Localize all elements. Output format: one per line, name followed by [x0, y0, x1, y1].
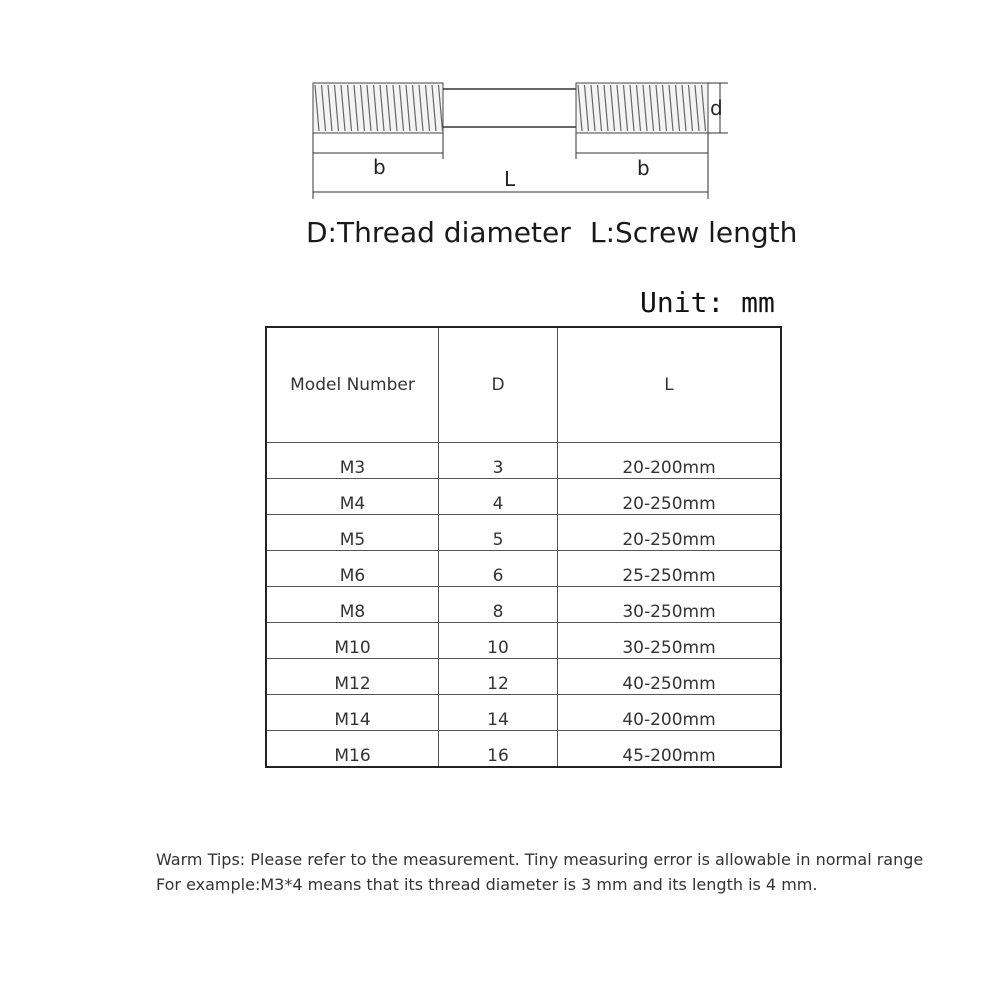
table-row — [266, 515, 781, 551]
unit-label: Unit: mm — [640, 286, 775, 319]
cell-model: M14 — [266, 695, 439, 731]
cell-d: 12 — [439, 659, 558, 695]
cell-d: 8 — [439, 587, 558, 623]
table-row — [266, 479, 781, 515]
table-row — [266, 587, 781, 623]
cell-model: M5 — [266, 515, 439, 551]
cell-model: M4 — [266, 479, 439, 515]
cell-d: 14 — [439, 695, 558, 731]
header-model-number: Model Number — [266, 327, 439, 443]
cell-model: M12 — [266, 659, 439, 695]
warm-tips-line-2: For example:M3*4 means that its thread diameter is 3 mm and its length is 4 mm. — [156, 875, 818, 894]
cell-d: 3 — [439, 443, 558, 479]
stud-bolt-diagram — [300, 75, 740, 205]
cell-l: 25-250mm — [558, 551, 782, 587]
screw-length-legend: L:Screw length — [590, 216, 798, 249]
left-thread — [313, 83, 443, 133]
table-row — [266, 659, 781, 695]
cell-l: 20-250mm — [558, 515, 782, 551]
cell-d: 10 — [439, 623, 558, 659]
cell-l: 20-200mm — [558, 443, 782, 479]
cell-d: 5 — [439, 515, 558, 551]
table-row — [266, 623, 781, 659]
cell-d: 4 — [439, 479, 558, 515]
table-row — [266, 731, 781, 767]
cell-d: 16 — [439, 731, 558, 767]
l-label: L — [504, 167, 516, 191]
cell-model: M8 — [266, 587, 439, 623]
cell-model: M3 — [266, 443, 439, 479]
spec-table — [265, 326, 782, 768]
cell-l: 45-200mm — [558, 731, 782, 767]
cell-l: 40-200mm — [558, 695, 782, 731]
b-left-label: b — [373, 155, 386, 179]
header-d: D — [439, 327, 558, 443]
table-row — [266, 443, 781, 479]
cell-d: 6 — [439, 551, 558, 587]
d-label: d — [710, 96, 723, 120]
cell-model: M10 — [266, 623, 439, 659]
cell-model: M16 — [266, 731, 439, 767]
right-thread — [576, 83, 708, 133]
cell-l: 30-250mm — [558, 623, 782, 659]
cell-model: M6 — [266, 551, 439, 587]
header-l: L — [558, 327, 782, 443]
thread-diameter-legend: D:Thread diameter — [306, 216, 571, 249]
table-header-row — [266, 327, 781, 443]
b-right-label: b — [637, 156, 650, 180]
cell-l: 30-250mm — [558, 587, 782, 623]
cell-l: 40-250mm — [558, 659, 782, 695]
shaft — [443, 89, 576, 127]
cell-l: 20-250mm — [558, 479, 782, 515]
warm-tips-line-1: Warm Tips: Please refer to the measurement. Tiny measuring error is allowable in normal range — [156, 850, 924, 869]
table-row — [266, 695, 781, 731]
table-row — [266, 551, 781, 587]
